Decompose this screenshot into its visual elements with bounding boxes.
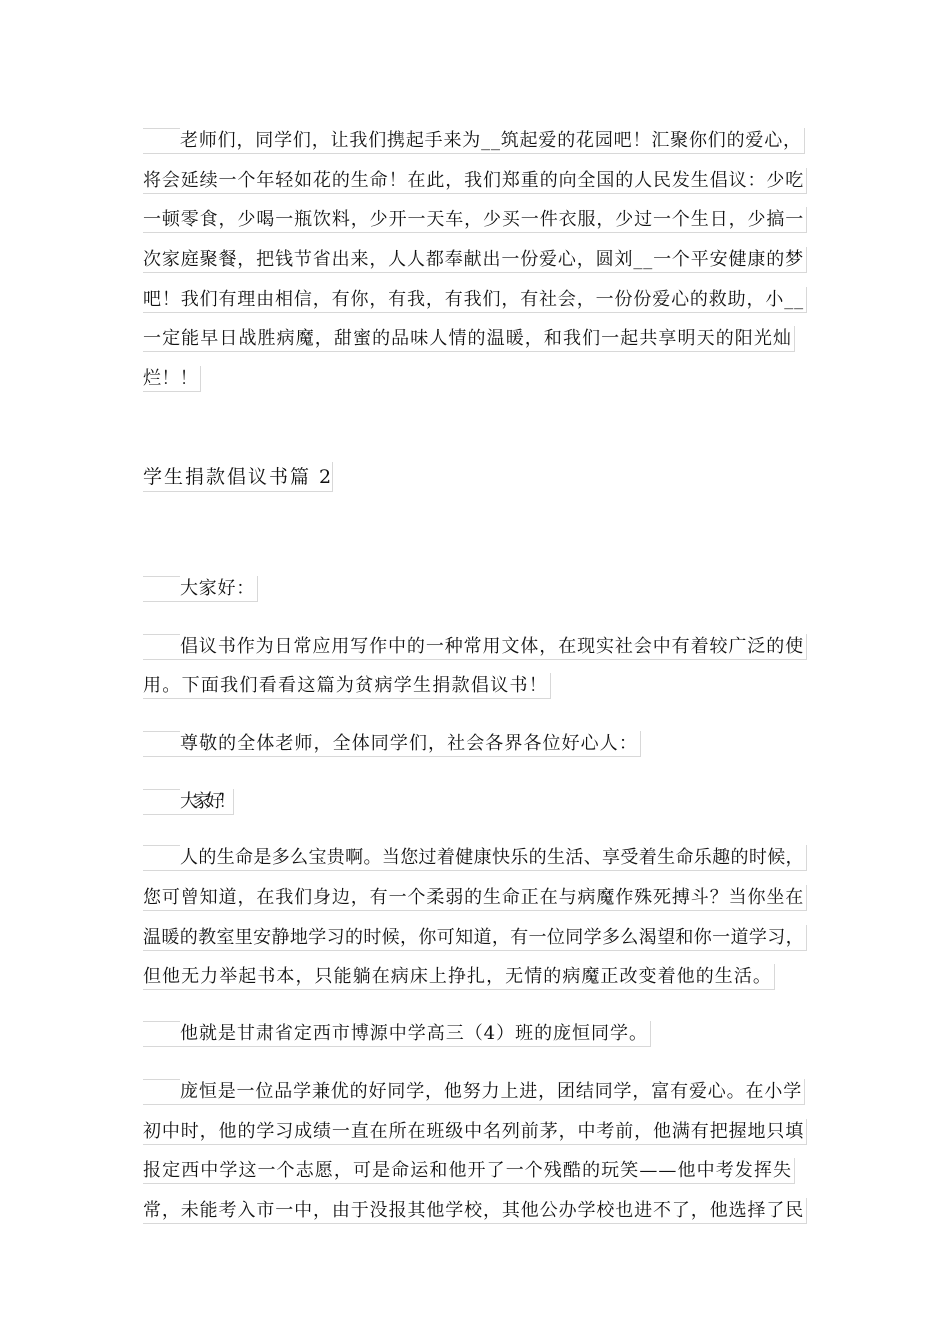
paragraph-line bbox=[143, 925, 807, 951]
line-text: 他就是甘肃省定西市博源中学高三（4）班的庞恒同学。 bbox=[180, 1023, 648, 1044]
paragraph-line bbox=[143, 366, 201, 392]
line-text: 庞恒是一位品学兼优的好同学，他努力上进，团结同学，富有爱心。在小学 bbox=[180, 1081, 803, 1102]
paragraph-line bbox=[143, 287, 807, 313]
paragraph-line bbox=[143, 128, 805, 154]
line-text: 一顿零食，少喝一瓶饮料，少开一天车，少买一件衣服，少过一个生日，少搞一 bbox=[143, 209, 805, 230]
line-text: 一定能早日战胜病魔，甜蜜的品味人情的温暖，和我们一起共享明天的阳光灿 bbox=[143, 328, 793, 349]
line-text: 人的生命是多么宝贵啊。当您过着健康快乐的生活、享受着生命乐趣的时候， bbox=[180, 847, 804, 868]
paragraph-line bbox=[143, 845, 807, 871]
paragraph-line bbox=[143, 1198, 807, 1224]
line-text: 温暖的教室里安静地学习的时候，你可知道，有一位同学多么渴望和你一道学习， bbox=[143, 927, 804, 948]
line-text: 常，未能考入市一中，由于没报其他学校，其他公办学校也进不了，他选择了民 bbox=[143, 1200, 805, 1221]
salutation-line bbox=[143, 731, 641, 757]
line-text: 烂！！ bbox=[143, 368, 198, 389]
section-heading: 学生捐款倡议书篇 2 bbox=[143, 462, 333, 492]
paragraph-line bbox=[143, 168, 807, 194]
line-text: 您可曾知道，在我们身边，有一个柔弱的生命正在与病魔作殊死搏斗？当你坐在 bbox=[143, 887, 805, 908]
line-text: 次家庭聚餐，把钱节省出来，人人都奉献出一份爱心，圆刘__一个平安健康的梦 bbox=[143, 249, 804, 270]
paragraph-line bbox=[143, 673, 551, 699]
paragraph-line bbox=[143, 1079, 805, 1105]
line-text: 将会延续一个年轻如花的生命！在此，我们郑重的向全国的人民发生倡议：少吃 bbox=[143, 170, 805, 191]
paragraph-line bbox=[143, 1119, 807, 1145]
line-text: 吧！我们有理由相信，有你，有我，有我们，有社会，一份份爱心的救助，小__ bbox=[143, 289, 804, 310]
paragraph-line bbox=[143, 634, 807, 660]
line-text: 但他无力举起书本，只能躺在病床上挣扎，无情的病魔正改变着他的生活。 bbox=[143, 966, 772, 987]
greeting-line bbox=[143, 576, 258, 602]
line-text: 报定西中学这一个志愿，可是命运和他开了一个残酷的玩笑——他中考发挥失 bbox=[143, 1160, 793, 1181]
line-text: 初中时，他的学习成绩一直在所在班级中名列前茅，中考前，他满有把握地只填 bbox=[143, 1121, 805, 1142]
line-text: 尊敬的全体老师，全体同学们，社会各界各位好心人： bbox=[180, 733, 638, 754]
paragraph-line bbox=[143, 885, 807, 911]
line-text: 大家好！ bbox=[180, 791, 231, 812]
greeting-line bbox=[143, 789, 234, 815]
paragraph-line bbox=[143, 326, 795, 352]
line-text: 用。下面我们看看这篇为贫病学生捐款倡议书！ bbox=[143, 675, 549, 696]
paragraph-line bbox=[143, 207, 807, 233]
line-text: 老师们，同学们，让我们携起手来为__筑起爱的花园吧！汇聚你们的爱心， bbox=[180, 130, 802, 151]
paragraph-line bbox=[143, 247, 807, 273]
paragraph-line bbox=[143, 1021, 651, 1047]
paragraph-line bbox=[143, 1158, 795, 1184]
paragraph-line bbox=[143, 964, 775, 990]
line-text: 倡议书作为日常应用写作中的一种常用文体，在现实社会中有着较广泛的使 bbox=[180, 636, 805, 657]
line-text: 大家好： bbox=[180, 578, 255, 599]
